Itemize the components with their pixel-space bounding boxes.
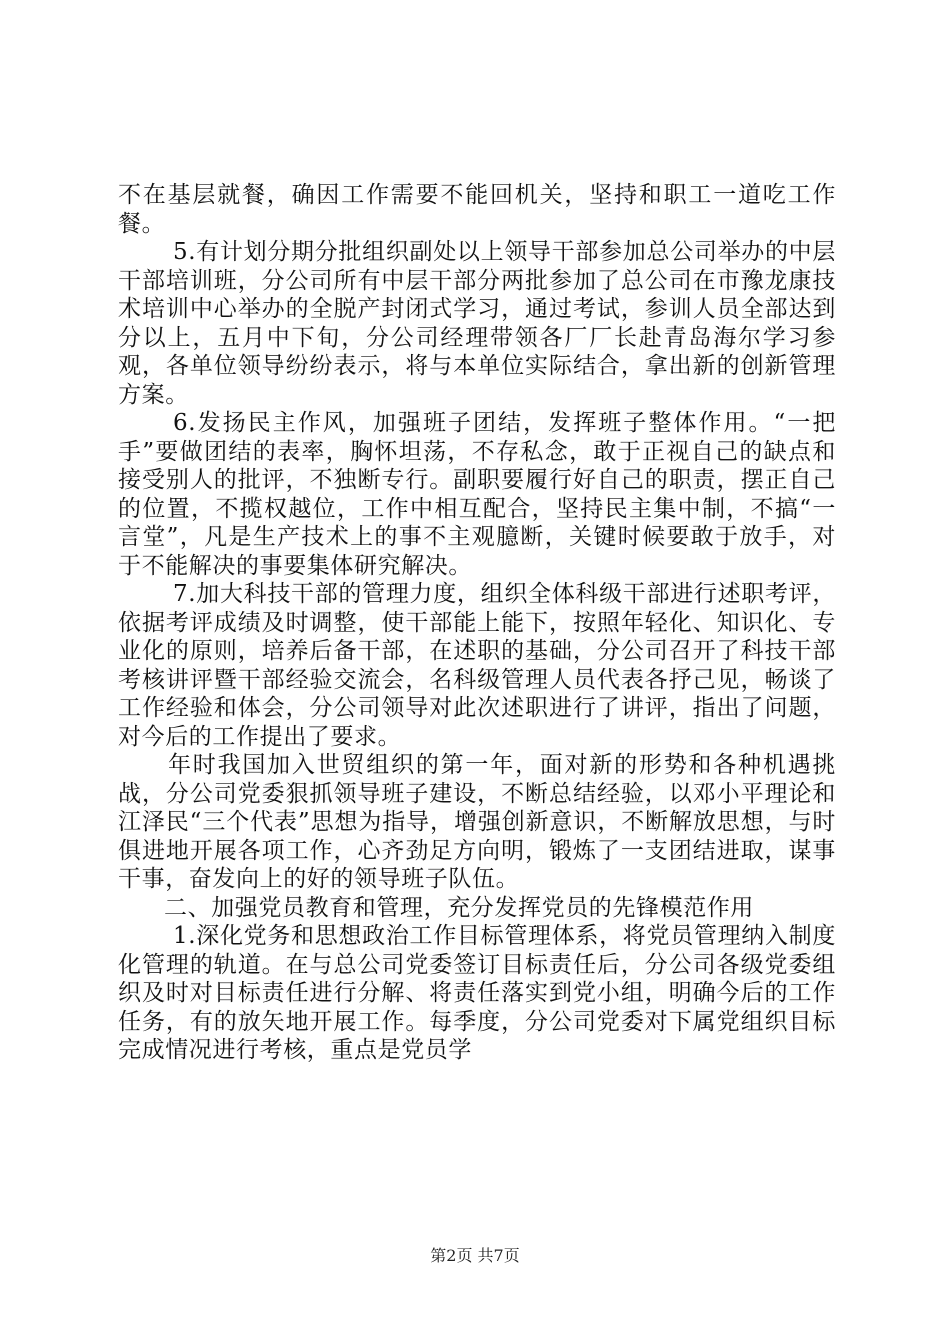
paragraph-item-1: 1.深化党务和思想政治工作目标管理体系，将党员管理纳入制度化管理的轨道。在与总公司党委签订目标责任后，分公司各级党委组织及时对目标责任进行分解、将责任落实到党小组，明确今后的工作任务，有的放矢地开展工作。每季度，分公司党委对下属党组织目标完成情况进行考核，重点是党员学 xyxy=(118,923,836,1063)
paragraph-item-7: 7.加大科技干部的管理力度，组织全体科级干部进行述职考评，依据考评成绩及时调整，使干部能上能下，按照年轻化、知识化、专业化的原则，培养后备干部，在述职的基础，分公司召开了科技干部考核讲评暨干部经验交流会，名科级管理人员代表各抒己见，畅谈了工作经验和体会，分公司领导对此次述职进行了讲评，指出了问题，对今后的工作提出了要求。 xyxy=(118,581,836,750)
paragraph-summary: 年时我国加入世贸组织的第一年，面对新的形势和各种机遇挑战，分公司党委狠抓领导班子建设，不断总结经验，以邓小平理论和江泽民“三个代表”思想为指导，增强创新意识，不断解放思想，与时俱进地开展各项工作，心齐劲足方向明，锻炼了一支团结进取，谋事干事，奋发向上的好的领导班子队伍。 xyxy=(118,752,836,892)
paragraph-item-5: 5.有计划分期分批组织副处以上领导干部参加总公司举办的中层干部培训班，分公司所有中层干部分两批参加了总公司在市豫龙康技术培训中心举办的全脱产封闭式学习，通过考试，参训人员全部达到分以上，五月中下旬，分公司经理带领各厂厂长赴青岛海尔学习参观，各单位领导纷纷表示，将与本单位实际结合，拿出新的创新管理方案。 xyxy=(118,239,836,408)
document-body xyxy=(118,181,836,1065)
page-number-footer: 第2页 共7页 xyxy=(430,1246,520,1265)
paragraph-continued: 不在基层就餐，确因工作需要不能回机关，坚持和职工一道吃工作餐。 xyxy=(118,182,836,237)
section-heading-2: 二、加强党员教育和管理，充分发挥党员的先锋模范作用 xyxy=(164,894,754,921)
paragraph-item-6: 6.发扬民主作风，加强班子团结，发挥班子整体作用。“一把手”要做团结的表率，胸怀坦荡，不存私念，敢于正视自己的缺点和接受别人的批评，不独断专行。副职要履行好自己的职责，摆正自己的位置，不揽权越位，工作中相互配合，坚持民主集中制，不搞“一言堂”，凡是生产技术上的事不主观臆断，关键时候要敢于放手，对于不能解决的事要集体研究解决。 xyxy=(118,410,836,579)
